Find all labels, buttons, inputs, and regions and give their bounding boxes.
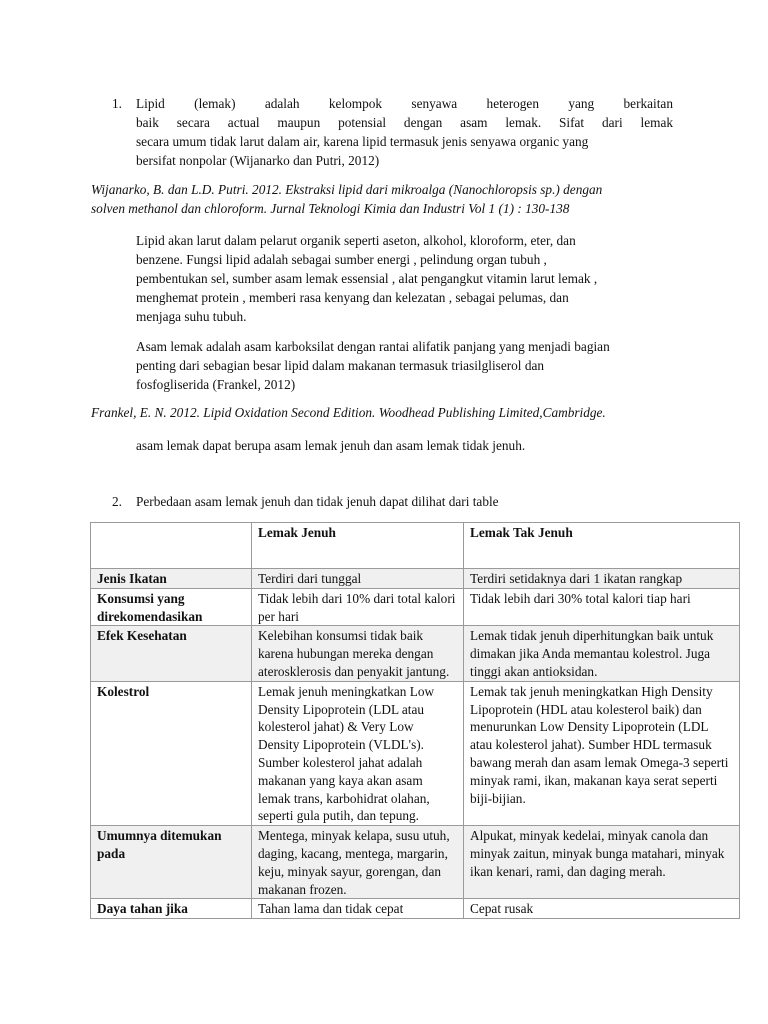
table-cell: Lemak tidak jenuh diperhitungkan baik untuk dimakan jika Anda memantau kolestrol. Juga tinggi akan antioksidan.: [464, 626, 740, 681]
reference-frankel: Frankel, E. N. 2012. Lipid Oxidation Second Edition. Woodhead Publishing Limited,Cambridge.: [91, 405, 606, 420]
list-item-2-text: Perbedaan asam lemak jenuh dan tidak jenuh dapat dilihat dari table: [136, 494, 499, 509]
text-line: menghemat protein , memberi rasa kenyang dan kelezatan , sebagai pelumas, dan: [136, 290, 569, 305]
row-heading: Efek Kesehatan: [91, 626, 252, 681]
list-number: 1.: [112, 96, 122, 111]
row-heading: Konsumsi yang direkomendasikan: [91, 588, 252, 626]
reference-line: solven methanol dan chloroform. Jurnal Teknologi Kimia dan Industri Vol 1 (1) : 130-138: [91, 201, 570, 216]
table-cell: Tidak lebih dari 30% total kalori tiap hari: [464, 588, 740, 626]
table-row: [91, 681, 740, 825]
table-cell: Terdiri setidaknya dari 1 ikatan rangkap: [464, 569, 740, 589]
table-row: [91, 899, 740, 919]
table-cell: Kelebihan konsumsi tidak baik karena hubungan mereka dengan aterosklerosis dan penyakit jantung.: [252, 626, 464, 681]
table-header-cell: [91, 523, 252, 569]
list-number: 2.: [112, 494, 122, 509]
text-line: fosfogliserida (Frankel, 2012): [136, 377, 296, 392]
text-line: menjaga suhu tubuh.: [136, 309, 247, 324]
text-line: benzene. Fungsi lipid adalah sebagai sumber energi , pelindung organ tubuh ,: [136, 252, 547, 267]
comparison-table: [90, 522, 740, 919]
text-line: Asam lemak adalah asam karboksilat dengan rantai alifatik panjang yang menjadi bagian: [136, 339, 610, 354]
paragraph-fatty-acid: [136, 337, 681, 394]
paragraph-fatty-acid-types: asam lemak dapat berupa asam lemak jenuh dan asam lemak tidak jenuh.: [136, 438, 526, 453]
text-line: pembentukan sel, sumber asam lemak essensial , alat pengangkut vitamin larut lemak ,: [136, 271, 598, 286]
row-heading: Kolestrol: [91, 681, 252, 825]
table-header-cell: Lemak Tak Jenuh: [464, 523, 740, 569]
table-cell: Mentega, minyak kelapa, susu utuh, daging, kacang, mentega, margarin, keju, minyak sayur, gorengan, dan makanan frozen.: [252, 826, 464, 899]
paragraph-lipid-function: [136, 231, 681, 326]
table-cell: Cepat rusak: [464, 899, 740, 919]
table-cell: Terdiri dari tunggal: [252, 569, 464, 589]
reference-line: Wijanarko, B. dan L.D. Putri. 2012. Ekstraksi lipid dari mikroalga (Nanochloropsis sp.) dengan: [91, 182, 603, 197]
text-line: secara umum tidak larut dalam air, karena lipid termasuk jenis senyawa organic yang: [136, 134, 589, 149]
text-line: bersifat nonpolar (Wijanarko dan Putri, 2012): [136, 153, 380, 168]
text-line: baik secara actual maupun potensial dengan asam lemak. Sifat dari lemak: [136, 115, 673, 130]
list-item-1-text: [136, 94, 673, 170]
table-cell: Tidak lebih dari 10% dari total kalori per hari: [252, 588, 464, 626]
text-line: penting dari sebagian besar lipid dalam makanan termasuk triasilgliserol dan: [136, 358, 545, 373]
reference-wijanarko: [91, 180, 681, 218]
table-header-row: [91, 523, 740, 569]
table-cell: Lemak tak jenuh meningkatkan High Density Lipoprotein (HDL atau kolesterol baik) dan menurunkan Low Density Lipoprotein (LDL atau kolesterol jahat). Sumber HDL termasuk bawang merah dan asam lemak Omega-3 seperti minyak rami, ikan, makanan kaya serat seperti biji-bijian.: [464, 681, 740, 825]
text-line: Lipid akan larut dalam pelarut organik seperti aseton, alkohol, kloroform, eter, dan: [136, 233, 576, 248]
row-heading: Jenis Ikatan: [91, 569, 252, 589]
table-cell: Alpukat, minyak kedelai, minyak canola dan minyak zaitun, minyak bunga matahari, minyak ikan kenari, rami, dan daging merah.: [464, 826, 740, 899]
table-row: [91, 569, 740, 589]
row-heading: Umumnya ditemukan pada: [91, 826, 252, 899]
table-row: [91, 826, 740, 899]
table-row: [91, 588, 740, 626]
table-header-cell: Lemak Jenuh: [252, 523, 464, 569]
text-line: Lipid (lemak) adalah kelompok senyawa heterogen yang berkaitan: [136, 96, 673, 111]
row-heading: Daya tahan jika: [91, 899, 252, 919]
table-cell: Lemak jenuh meningkatkan Low Density Lipoprotein (LDL atau kolesterol jahat) & Very Low Density Lipoprotein (VLDL's). Sumber kolesterol jahat adalah makanan yang kaya akan asam lemak trans, karbohidrat olahan, seperti gula putih, dan tepung.: [252, 681, 464, 825]
table-cell: Tahan lama dan tidak cepat: [252, 899, 464, 919]
table-row: [91, 626, 740, 681]
